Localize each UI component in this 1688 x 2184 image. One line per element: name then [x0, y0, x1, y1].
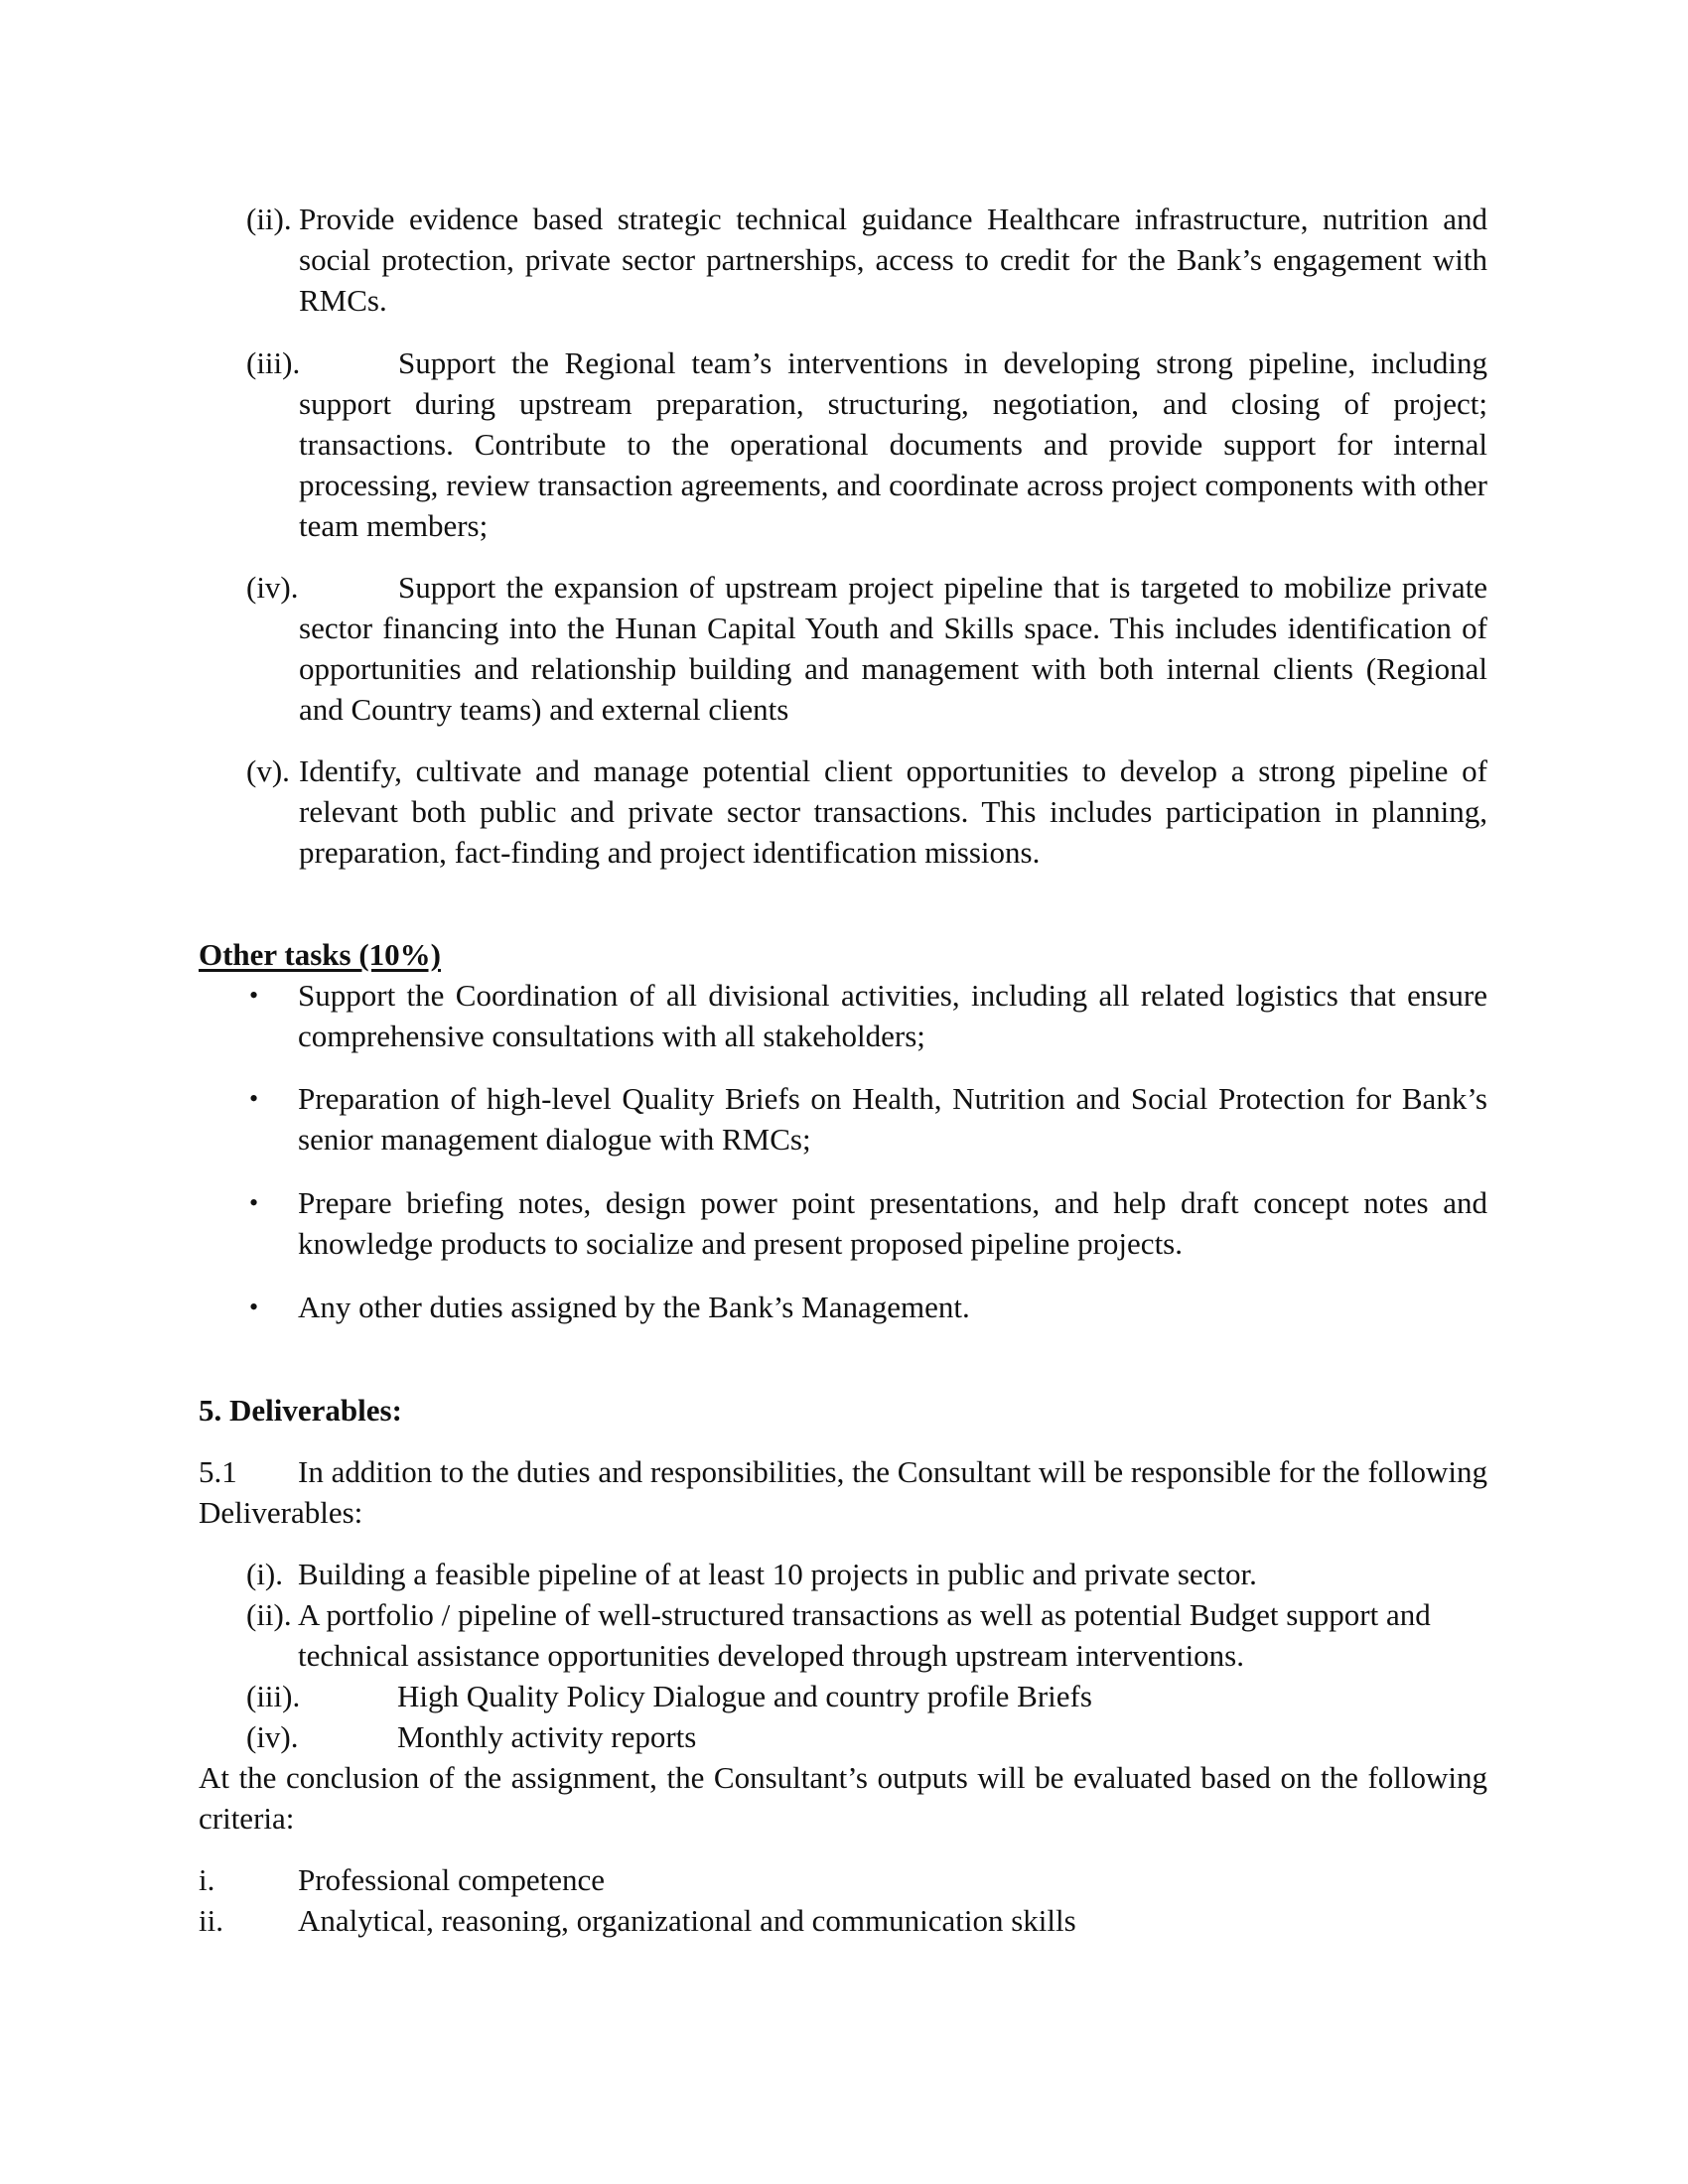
task-label: (iii). [246, 345, 301, 380]
deliverable-text: Building a feasible pipeline of at least 10 projects in public and private sector. [298, 1557, 1257, 1591]
bullet-icon: • [249, 1188, 259, 1217]
task-item-iii [246, 342, 1487, 546]
other-tasks-heading: Other tasks (10%) [199, 937, 441, 972]
task-item-v [246, 751, 1487, 873]
task-text: Support the Regional team’s interventions in developing strong pipeline, including support during upstream preparation, structuring, negotiation, and closing of project; transactions. Contribute to the operational documents and provide support for internal processing, review transaction agreements, and coordinate across project components with other team members; [299, 345, 1487, 543]
list-item [199, 1078, 1487, 1160]
evaluation-paragraph: At the conclusion of the assignment, the Consultant’s outputs will be evaluated based on the following criteria: [199, 1760, 1487, 1836]
task-item-iv [246, 567, 1487, 730]
deliverable-label: (ii). [246, 1597, 292, 1632]
task-item-ii [246, 199, 1487, 321]
list-item [199, 975, 1487, 1056]
task-label: (ii). [246, 202, 292, 236]
deliverable-text: A portfolio / pipeline of well-structured transactions as well as potential Budget support and technical assistance opportunities developed through upstream interventions. [298, 1597, 1431, 1673]
deliverables-heading: 5. Deliverables: [199, 1393, 402, 1428]
deliverable-label: (i). [246, 1557, 284, 1591]
deliverable-label: (iv). [246, 1719, 299, 1754]
deliverable-text: Monthly activity reports [397, 1719, 697, 1754]
task-text: Provide evidence based strategic technical guidance Healthcare infrastructure, nutrition and social protection, private sector partnerships, access to credit for the Bank’s engagement with RMCs. [299, 202, 1487, 318]
deliverable-item [246, 1676, 1487, 1716]
deliverables-intro [199, 1451, 1487, 1533]
list-item [199, 1182, 1487, 1264]
list-item [199, 1287, 1487, 1327]
bullet-text: Support the Coordination of all divisional activities, including all related logistics that ensure comprehensive consultations with all stakeholders; [298, 978, 1487, 1053]
deliverable-item [246, 1716, 1487, 1757]
deliverable-item [246, 1554, 1487, 1594]
deliverable-label: (iii). [246, 1679, 301, 1713]
task-text: Support the expansion of upstream project pipeline that is targeted to mobilize private sector financing into the Hunan Capital Youth and Skills space. This includes identification of opportunities and relationship building and management with both internal clients (Regional and Country teams) and external clients [299, 570, 1487, 727]
task-label: (iv). [246, 570, 299, 605]
bullet-text: Any other duties assigned by the Bank’s Management. [298, 1290, 970, 1324]
criteria-item [199, 1859, 1487, 1900]
bullet-icon: • [249, 1084, 259, 1113]
bullet-icon: • [249, 981, 259, 1010]
task-text: Identify, cultivate and manage potential client opportunities to develop a strong pipeline of relevant both public and private sector transactions. This includes participation in planning, preparation, fact-finding and project identification missions. [299, 753, 1487, 870]
bullet-icon: • [249, 1293, 259, 1321]
intro-text: In addition to the duties and responsibilities, the Consultant will be responsible for the following Deliverables: [199, 1454, 1487, 1530]
deliverable-text: High Quality Policy Dialogue and country profile Briefs [397, 1679, 1092, 1713]
section-number: 5.1 [199, 1454, 237, 1489]
criteria-text: Analytical, reasoning, organizational and communication skills [298, 1903, 1076, 1938]
task-label: (v). [246, 753, 290, 788]
criteria-text: Professional competence [298, 1862, 606, 1897]
bullet-text: Preparation of high-level Quality Briefs on Health, Nutrition and Social Protection for Bank’s senior management dialogue with RMCs; [298, 1081, 1487, 1157]
criteria-label: i. [199, 1862, 215, 1897]
deliverable-item [246, 1594, 1487, 1676]
criteria-label: ii. [199, 1903, 223, 1938]
bullet-text: Prepare briefing notes, design power point presentations, and help draft concept notes and knowledge products to socialize and present proposed pipeline projects. [298, 1185, 1487, 1261]
criteria-item [199, 1900, 1487, 1941]
